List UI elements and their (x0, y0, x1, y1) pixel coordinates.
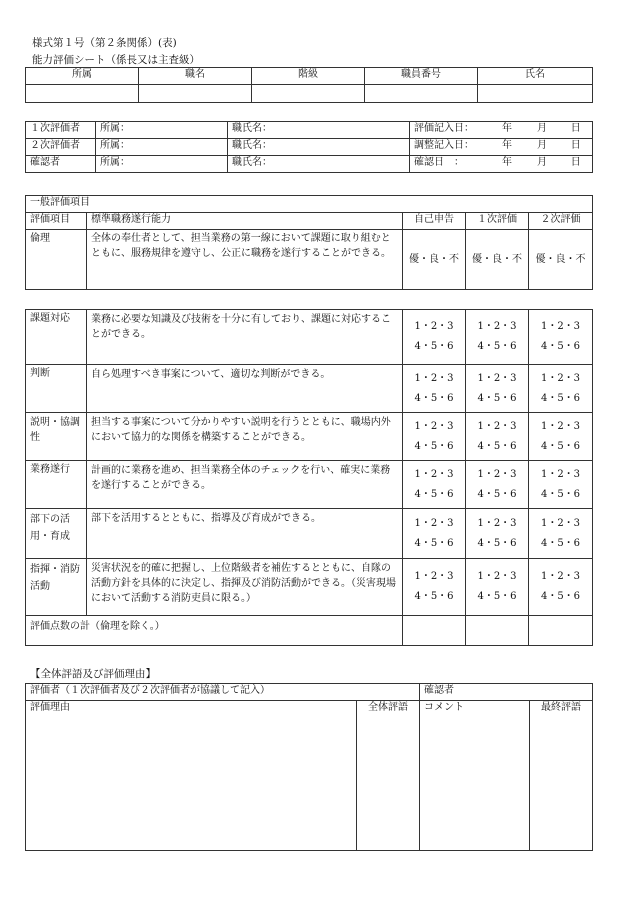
second-score[interactable]: 1・2・3 4・5・6 (529, 365, 593, 413)
first-score[interactable]: 1・2・3 4・5・6 (466, 413, 529, 461)
employee-table (25, 67, 593, 103)
evaluator-day-1[interactable]: 日 (560, 122, 593, 139)
header-rank: 階級 (252, 68, 365, 85)
evaluator-date-label-2: 調整記入日： (410, 139, 490, 156)
competency-item: 課題対応 (26, 310, 87, 365)
competency-description: 部下を活用するとともに、指導及び育成ができる。 (87, 509, 403, 559)
evaluator-day-2[interactable]: 日 (560, 139, 593, 156)
overall-grade-field[interactable] (357, 701, 420, 851)
competency-description: 業務に必要な知識及び技術を十分に有しており、課題に対応することができる。 (87, 310, 403, 365)
competency-item: 業務遂行 (26, 461, 87, 509)
competency-description: 災害状況を的確に把握し、上位階級者を補佐するとともに、自隊の活動方針を具体的に決定し、指揮及び消防活動ができる。（災害現場において活動する消防吏員に限る。） (87, 559, 403, 616)
ethics-second-choice[interactable]: 優・良・不 (529, 230, 593, 290)
competencies-table (25, 309, 593, 646)
sheet-title: 能力評価シート（係長又は主査級） (32, 54, 200, 66)
second-score[interactable]: 1・2・3 4・5・6 (529, 509, 593, 559)
second-score[interactable]: 1・2・3 4・5・6 (529, 413, 593, 461)
reason-label: 評価理由 (30, 702, 70, 713)
evaluator-date-label-3: 確認日 ： (410, 156, 490, 173)
header-name: 氏名 (478, 68, 593, 85)
evaluator-role-2: ２次評価者 (26, 139, 96, 156)
competency-description: 計画的に業務を進め、担当業務全体のチェックを行い、確実に業務を遂行することができる。 (87, 461, 403, 509)
evaluators-table (25, 121, 593, 173)
second-score[interactable]: 1・2・3 4・5・6 (529, 310, 593, 365)
comment-label: コメント (424, 702, 464, 713)
total-first-field[interactable] (466, 616, 529, 646)
final-grade-label: 最終評語 (541, 702, 581, 713)
self-score[interactable]: 1・2・3 4・5・6 (403, 310, 466, 365)
col-standard-header: 標準職務遂行能力 (87, 213, 403, 230)
evaluator-role-3: 確認者 (26, 156, 96, 173)
evaluator-year-1[interactable]: 年 (490, 122, 525, 139)
evaluator-name-1[interactable]: 職氏名： (228, 122, 410, 139)
rank-field[interactable] (252, 85, 365, 103)
second-score[interactable]: 1・2・3 4・5・6 (529, 461, 593, 509)
ethics-first-choice[interactable]: 優・良・不 (466, 230, 529, 290)
competency-row (26, 310, 593, 365)
evaluator-dept-1[interactable]: 所属： (96, 122, 228, 139)
reason-field[interactable] (26, 701, 357, 851)
first-score[interactable]: 1・2・3 4・5・6 (466, 559, 529, 616)
position-field[interactable] (139, 85, 252, 103)
form-number: 様式第１号（第２条関係）(表) (32, 37, 177, 49)
self-score[interactable]: 1・2・3 4・5・6 (403, 461, 466, 509)
competency-description: 担当する事案について分かりやすい説明を行うとともに、職場内外において協力的な関係を構築することができる。 (87, 413, 403, 461)
evaluator-dept-3[interactable]: 所属： (96, 156, 228, 173)
total-score-label: 評価点数の計（倫理を除く。） (26, 616, 403, 646)
total-self-field[interactable] (403, 616, 466, 646)
header-position: 職名 (139, 68, 252, 85)
competency-row (26, 365, 593, 413)
general-evaluation-table (25, 195, 593, 290)
comment-field[interactable] (420, 701, 530, 851)
name-field[interactable] (478, 85, 593, 103)
competency-item: 指揮・消防活動 (26, 559, 87, 616)
total-second-field[interactable] (529, 616, 593, 646)
competency-item: 判断 (26, 365, 87, 413)
self-score[interactable]: 1・2・3 4・5・6 (403, 559, 466, 616)
evaluator-year-2[interactable]: 年 (490, 139, 525, 156)
self-score[interactable]: 1・2・3 4・5・6 (403, 365, 466, 413)
competency-row (26, 509, 593, 559)
first-score[interactable]: 1・2・3 4・5・6 (466, 461, 529, 509)
evaluator-dept-2[interactable]: 所属： (96, 139, 228, 156)
ethics-description: 全体の奉仕者として、担当業務の第一線において課題に取り組むとともに、服務規律を遵守し、公正に職務を遂行することができる。 (87, 230, 403, 290)
dept-field[interactable] (26, 85, 139, 103)
evaluator-name-3[interactable]: 職氏名： (228, 156, 410, 173)
competency-row (26, 461, 593, 509)
header-staff-number: 職員番号 (365, 68, 478, 85)
header-dept: 所属 (26, 68, 139, 85)
confirmer-header: 確認者 (420, 684, 593, 701)
evaluator-month-2[interactable]: 月 (525, 139, 560, 156)
final-grade-field[interactable] (530, 701, 593, 851)
competency-description: 自ら処理すべき事案について、適切な判断ができる。 (87, 365, 403, 413)
first-score[interactable]: 1・2・3 4・5・6 (466, 310, 529, 365)
first-score[interactable]: 1・2・3 4・5・6 (466, 365, 529, 413)
self-score[interactable]: 1・2・3 4・5・6 (403, 413, 466, 461)
overall-evaluation-table (25, 683, 593, 851)
evaluator-header: 評価者（１次評価者及び２次評価者が協議して記入） (26, 684, 420, 701)
ethics-self-choice[interactable]: 優・良・不 (403, 230, 466, 290)
col-first-header: １次評価 (466, 213, 529, 230)
general-section-title: 一般評価項目 (26, 196, 593, 213)
competency-row (26, 559, 593, 616)
overall-section-title: 【全体評語及び評価理由】 (30, 668, 156, 680)
competency-row (26, 413, 593, 461)
evaluator-year-3[interactable]: 年 (490, 156, 525, 173)
col-item-header: 評価項目 (26, 213, 87, 230)
evaluator-month-1[interactable]: 月 (525, 122, 560, 139)
evaluator-month-3[interactable]: 月 (525, 156, 560, 173)
competency-item: 部下の活用・育成 (26, 509, 87, 559)
competency-item: 説明・協調性 (26, 413, 87, 461)
col-self-header: 自己申告 (403, 213, 466, 230)
staff-number-field[interactable] (365, 85, 478, 103)
evaluator-name-2[interactable]: 職氏名： (228, 139, 410, 156)
evaluator-date-label-1: 評価記入日： (410, 122, 490, 139)
second-score[interactable]: 1・2・3 4・5・6 (529, 559, 593, 616)
evaluator-role-1: １次評価者 (26, 122, 96, 139)
first-score[interactable]: 1・2・3 4・5・6 (466, 509, 529, 559)
evaluator-day-3[interactable]: 日 (560, 156, 593, 173)
col-second-header: ２次評価 (529, 213, 593, 230)
ethics-item: 倫理 (26, 230, 87, 290)
overall-grade-label: 全体評語 (368, 702, 408, 713)
self-score[interactable]: 1・2・3 4・5・6 (403, 509, 466, 559)
